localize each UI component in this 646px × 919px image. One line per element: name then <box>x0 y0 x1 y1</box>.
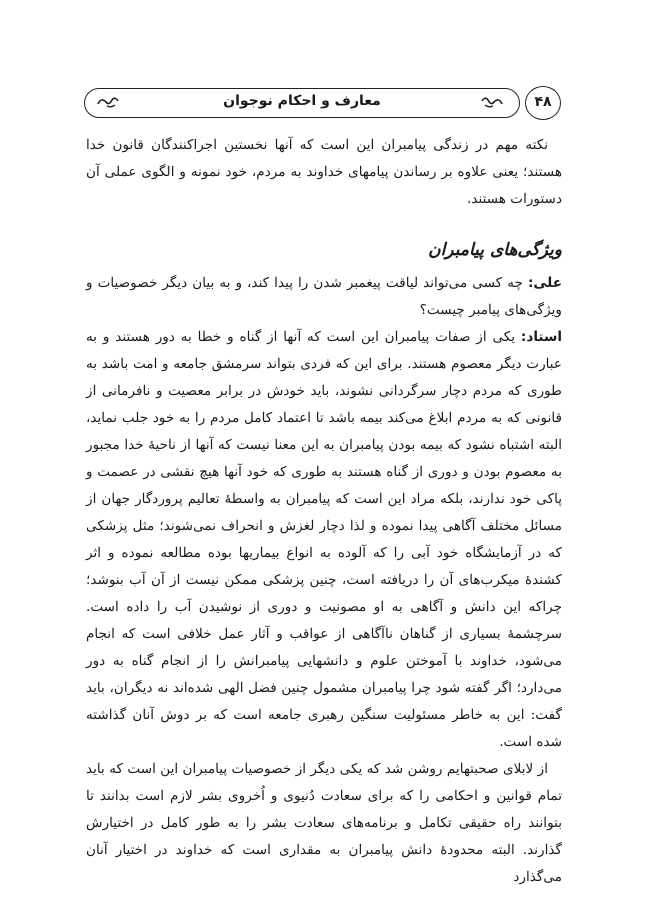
intro-paragraph-block <box>86 132 562 213</box>
question-paragraph <box>86 270 562 324</box>
answer-text: یکی از صفات پیامبران این است که آنها از گناه و خطا به دور هستند و به عبارت دیگر معصوم هستند. برای این که فردی بتواند سرمشق جامعه و امت باشد به طوری که مردم دچار سرگردانی نشوند، باید خودش در برابر معصیت و نافرمانی از قانونی که به مردم ابلاغ می‌کند بیمه باشد تا اعتماد کامل مردم را به خود جلب نماید، البته اشتباه نشود که بیمه بودن پیامبران به این معنا نیست که آنها از ناحیهٔ خدا مجبور به معصوم بودن و دوری از گناه هستند به طوری که خود آنها هیچ نقشی در عصمت و پاکی خود ندارند، بلکه مراد این است که پیامبران به واسطهٔ تعالیم پروردگار جهان از مسائل مختلف آگاهی پیدا نموده و لذا دچار لغزش و انحراف نمی‌شوند؛ مثل پزشکی که در آزمایشگاه خود آبی را که آلوده به انواع بیماریها بوده مطالعه نموده و اثر کشندهٔ میکرب‌های آن را دریافته است، چنین پزشکی ممکن نیست از آن آب بنوشد؛ چراکه این دانش و آگاهی به او مصونیت و دوری از نوشیدن آب را داده است. سرچشمهٔ بسیاری از گناهان ناآگاهی از عواقب و آثار عمل خلافی است که انجام می‌شود، خداوند با آموختن علوم و دانشهایی پیامبرانش را از انجام گناه به دور می‌دارد؛ اگر گفته شود چرا پیامبران مشمول چنین فضل الهی شده‌اند نه دیگران، باید گفت: این به خاطر مسئولیت سنگین رهبری جامعه است که بر دوش آنان گذاشته شده است. <box>86 329 563 750</box>
page-number: ۴۸ <box>525 86 561 120</box>
question-speaker: علی: <box>527 275 563 291</box>
ornament-right-icon <box>479 94 505 110</box>
closing-paragraph: از لابلای صحبتهایم روشن شد که یکی دیگر از خصوصیات پیامبران این است که باید تمام قوانین و احکامی را که برای سعادت دُنیوی و اُخروی بشر لازم است بدانند تا بتوانند راه حقیقی تکامل و برنامه‌های سعادت بشر را به طور کامل در اختیارش گذارند. البته محدودهٔ دانش پیامبران به مقداری است که خداوند در اختیار آنان می‌گذارد <box>86 761 562 885</box>
question-text: چه کسی می‌تواند لیاقت پیغمبر شدن را پیدا کند، و به بیان دیگر خصوصیات و ویژگی‌های پیامبر چیست؟ <box>86 275 562 318</box>
book-title: معارف و احکام نوجوان <box>223 93 381 109</box>
running-header <box>84 88 520 118</box>
dialogue-block <box>86 270 562 891</box>
answer-paragraph <box>86 324 562 756</box>
intro-paragraph: نکته مهم در زندگی پیامبران این است که آنها نخستین اجراکنندگان قانون خدا هستند؛ یعنی علاوه بر رساندن پیامهای خداوند به مردم، خود نمونه و الگوی عملی آن دستورات هستند. <box>86 137 562 207</box>
answer-speaker: استاد: <box>520 329 562 345</box>
section-heading: ویژگی‌های پیامبران <box>428 240 562 260</box>
